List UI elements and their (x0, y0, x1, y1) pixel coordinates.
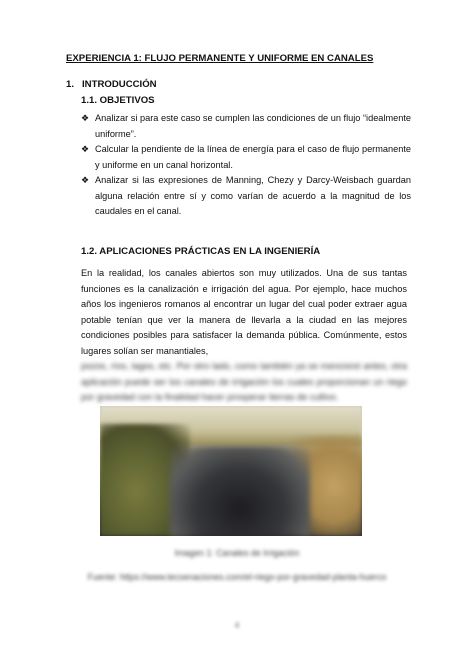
paragraph-text: En la realidad, los canales abiertos son muy utilizados. Una de sus tantas funciones es la canalización e irrigación del agua. Por ejemplo, hace muchos años los ingenieros romanos al encontrar un lugar del cual poder extraer agua potable tenían que ver la manera de llevarla a la ciudad en las mejores condiciones posibles para satisfacer la demanda pública. Comúnmente, estos lugares solían ser manantiales, (81, 268, 407, 356)
image-source: Fuente: https://www.tecsenaciones.com/el-riego-por-gravedad-planta-huerco (87, 572, 387, 582)
diamond-bullet-icon: ❖ (81, 113, 90, 123)
section-number: 1. (66, 79, 75, 90)
diamond-bullet-icon: ❖ (81, 175, 90, 185)
objective-item (81, 111, 411, 142)
paragraph-text-blurred: pozos, ríos, lagos, etc. Por otro lado, como también ya se mencionó antes, otra aplicación puede ser los canales de irrigación los cuales proporcionan un riego por gravedad con la finalidad hacer prosperar tierras de cultivo. (81, 361, 407, 402)
objective-item (81, 142, 411, 173)
irrigation-canal-image (100, 406, 362, 536)
section-label: INTRODUCCIÓN (82, 79, 157, 90)
document-title: EXPERIENCIA 1: FLUJO PERMANENTE Y UNIFORME EN CANALES (66, 53, 374, 64)
subsection-heading-objectives: 1.1. OBJETIVOS (81, 95, 155, 106)
subsection-heading-applications: 1.2. APLICACIONES PRÁCTICAS EN LA INGENIERÍA (81, 246, 321, 257)
body-paragraph (81, 266, 407, 406)
objective-text: Calcular la pendiente de la línea de energía para el caso de flujo permanente y uniforme en un canal horizontal. (95, 144, 411, 170)
objective-text: Analizar si las expresiones de Manning, Chezy y Darcy-Weisbach guardan alguna relación entre sí y como varían de acuerdo a la magnitud de los caudales en el canal. (95, 175, 411, 216)
objective-item (81, 173, 411, 220)
page-number: 4 (234, 621, 240, 630)
image-caption: Imagen 1: Canales de Irrigación (174, 548, 300, 558)
diamond-bullet-icon: ❖ (81, 144, 90, 154)
objective-text: Analizar si para este caso se cumplen las condiciones de un flujo “idealmente uniforme”. (95, 113, 411, 139)
section-heading (66, 79, 157, 90)
objectives-list (81, 111, 411, 220)
